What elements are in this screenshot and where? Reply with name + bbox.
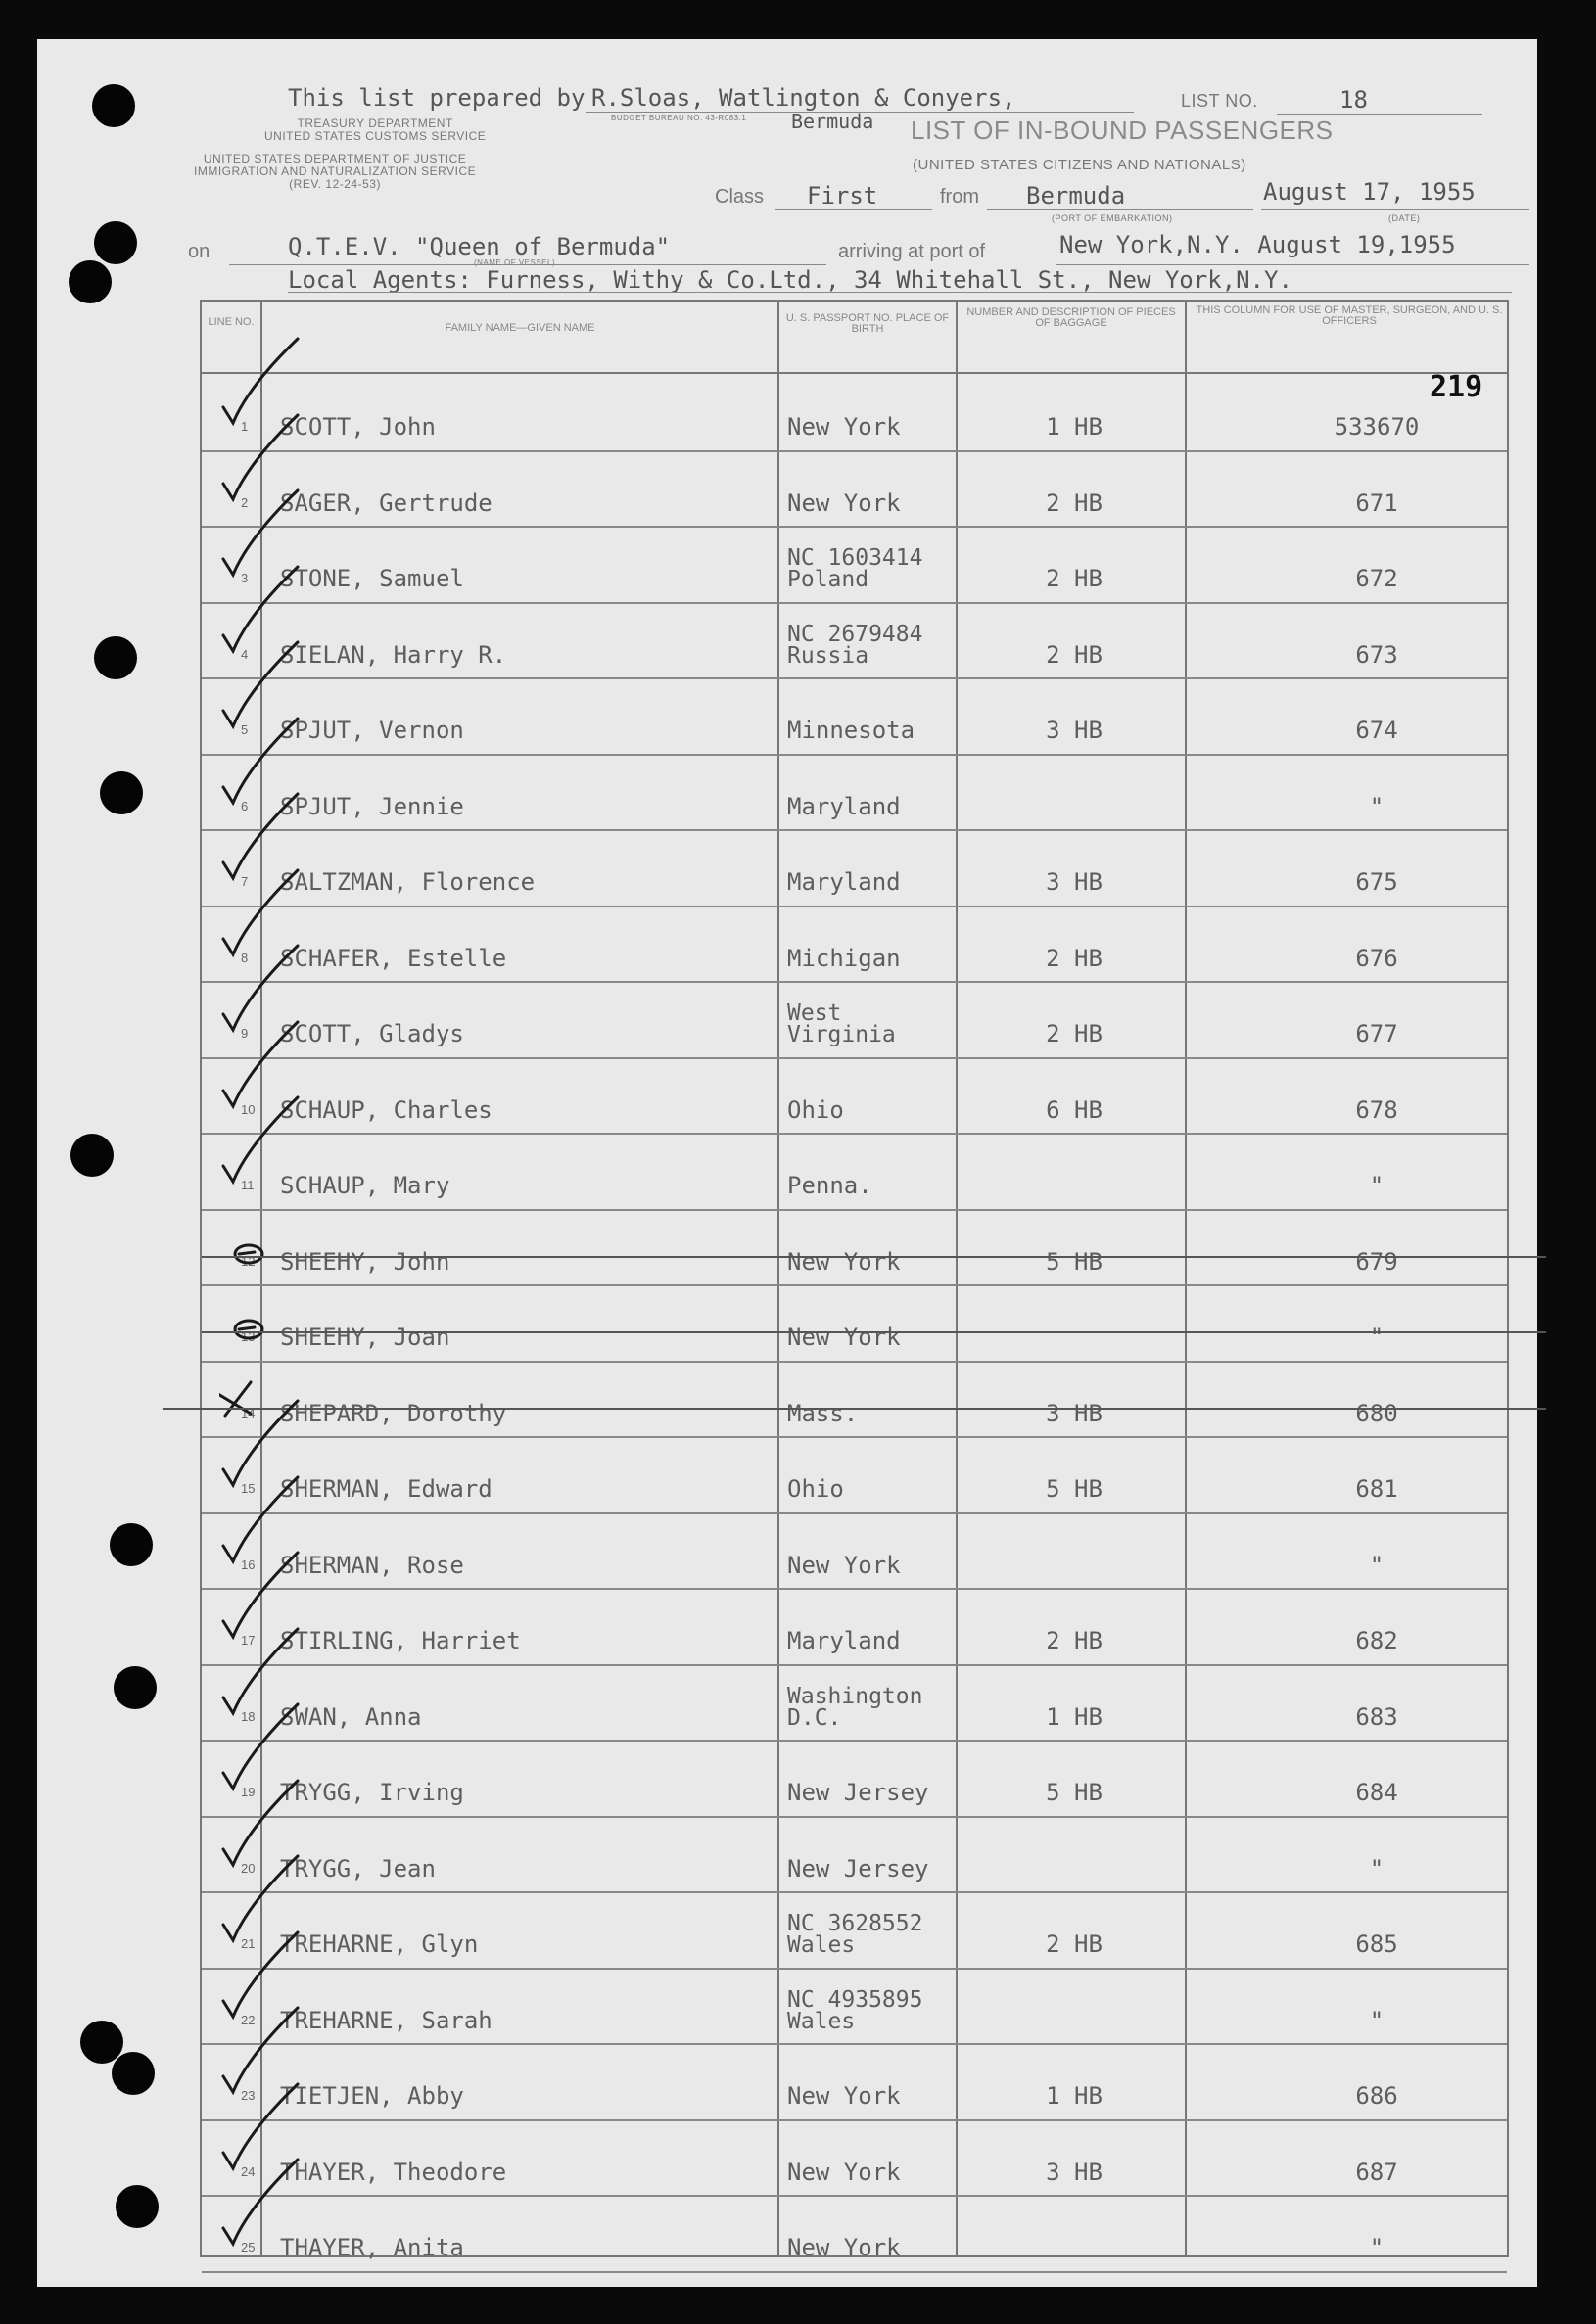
punch-hole <box>110 1523 153 1566</box>
passenger-table <box>200 300 1509 2261</box>
baggage-count: 2 HB <box>1046 565 1103 592</box>
punch-hole <box>100 771 143 814</box>
passenger-name: SCOTT, Gladys <box>280 1020 464 1047</box>
line-number: 11 <box>241 1178 255 1192</box>
official-number: 674 <box>1355 717 1398 744</box>
preparer-name: R.Sloas, Watlington & Conyers, <box>591 84 1016 112</box>
official-number: 682 <box>1355 1627 1398 1654</box>
official-number: " <box>1369 1551 1385 1579</box>
baggage-count: 5 HB <box>1046 1475 1103 1503</box>
line-number: 16 <box>241 1557 256 1572</box>
line-number: 20 <box>241 1860 256 1876</box>
table-row <box>202 1133 1507 1211</box>
birthplace: Maryland <box>787 792 901 820</box>
birthplace: New York <box>787 488 901 517</box>
table-row <box>202 677 1507 756</box>
birthplace-line-2: D.C. <box>787 1704 842 1731</box>
list-date: August 17, 1955 <box>1263 178 1476 206</box>
prepared-by-label: This list prepared by <box>288 84 586 112</box>
col-name: FAMILY NAME—GIVEN NAME <box>445 322 595 334</box>
baggage-count: 2 HB <box>1046 944 1103 972</box>
birthplace: New York <box>787 2158 901 2186</box>
baggage-count: 3 HB <box>1046 717 1103 744</box>
strike-through-line <box>163 1408 1546 1410</box>
official-number: 678 <box>1355 1095 1398 1124</box>
list-no-label: LIST NO. <box>1181 91 1258 111</box>
punch-hole <box>92 84 135 127</box>
official-number: 675 <box>1355 868 1398 896</box>
line-number: 3 <box>241 571 249 585</box>
table-row <box>202 450 1507 529</box>
vessel-caption: (NAME OF VESSEL) <box>474 258 556 267</box>
passenger-name: SCOTT, John <box>280 413 436 441</box>
line-number: 18 <box>241 1708 256 1724</box>
passenger-name: TIETJEN, Abby <box>280 2082 464 2110</box>
official-number: 683 <box>1355 1702 1398 1731</box>
passenger-name: SHERMAN, Edward <box>280 1475 493 1503</box>
line-number: 14 <box>241 1405 256 1420</box>
list-no: 18 <box>1339 86 1368 114</box>
birthplace: New Jersey <box>787 1854 929 1882</box>
line-number: 23 <box>241 2088 256 2103</box>
punch-hole <box>114 1666 157 1709</box>
passenger-name: TRYGG, Irving <box>280 1779 464 1806</box>
passenger-name: STONE, Samuel <box>280 565 464 592</box>
birthplace: Maryland <box>787 868 901 896</box>
doj-block: UNITED STATES DEPARTMENT OF JUSTICE IMMIGRATION AND NATURALIZATION SERVICE (REV. 12-24-53) <box>194 152 477 191</box>
table-row <box>202 1740 1507 1818</box>
on-label: on <box>188 241 211 262</box>
birthplace: New York <box>787 413 901 441</box>
line-number: 25 <box>241 2240 256 2254</box>
baggage-count: 3 HB <box>1046 2158 1103 2186</box>
birthplace: Michigan <box>787 944 901 972</box>
birthplace: Penna. <box>787 1172 872 1199</box>
baggage-count: 5 HB <box>1046 1247 1103 1276</box>
col-official: THIS COLUMN FOR USE OF MASTER, SURGEON, AND U. S. OFFICERS <box>1196 304 1503 327</box>
table-row <box>202 2043 1507 2121</box>
official-number: " <box>1369 792 1385 820</box>
birthplace: New York <box>787 1324 901 1351</box>
class-value: First <box>807 182 878 209</box>
passport-or-birthplace: NC 1603414 <box>787 545 923 571</box>
official-number: 679 <box>1355 1247 1398 1276</box>
table-row <box>202 1891 1507 1970</box>
table-row <box>202 1816 1507 1894</box>
passenger-name: SCHAUP, Charles <box>280 1095 493 1124</box>
passport-or-birthplace: NC 4935895 <box>787 1986 923 2013</box>
birthplace-line-2: Virginia <box>787 1022 896 1047</box>
birthplace-line-2: Poland <box>787 567 869 592</box>
baggage-count: 2 HB <box>1046 1930 1103 1958</box>
preparer-place: Bermuda <box>791 110 874 133</box>
passenger-name: SHERMAN, Rose <box>280 1551 464 1579</box>
arriving-label: arriving at port of <box>838 241 986 262</box>
official-number: 671 <box>1355 488 1398 517</box>
table-row <box>202 829 1507 907</box>
baggage-count: 3 HB <box>1046 868 1103 896</box>
treasury-block: TREASURY DEPARTMENT UNITED STATES CUSTOMS SERVICE <box>264 116 487 143</box>
budget-note: BUDGET BUREAU NO. 43-R083.1 <box>611 114 747 122</box>
birthplace: New York <box>787 2234 901 2261</box>
line-number: 12 <box>241 1253 256 1269</box>
official-number: " <box>1369 1854 1385 1882</box>
passenger-name: THAYER, Anita <box>280 2234 464 2261</box>
table-row <box>202 1512 1507 1591</box>
passenger-name: SWAN, Anna <box>280 1702 422 1731</box>
birthplace-line-2: Wales <box>787 2008 856 2034</box>
baggage-count: 1 HB <box>1046 1702 1103 1731</box>
col-line-no: LINE NO. <box>208 316 255 328</box>
passenger-name: THAYER, Theodore <box>280 2158 507 2186</box>
official-number: 533670 <box>1334 413 1420 441</box>
official-number: 672 <box>1355 565 1398 592</box>
birthplace: Maryland <box>787 1627 901 1654</box>
line-number: 9 <box>241 1026 249 1041</box>
baggage-count: 6 HB <box>1046 1095 1103 1124</box>
arriving-port: New York,N.Y. August 19,1955 <box>1059 231 1456 258</box>
passenger-name: TRYGG, Jean <box>280 1854 436 1882</box>
col-passport: U. S. PASSPORT NO. PLACE OF BIRTH <box>785 312 950 335</box>
birthplace: New Jersey <box>787 1779 929 1806</box>
table-row <box>202 526 1507 604</box>
vessel-name: Q.T.E.V. "Queen of Bermuda" <box>288 233 671 260</box>
official-number: 680 <box>1355 1399 1398 1427</box>
official-number: 686 <box>1355 2082 1398 2110</box>
passport-or-birthplace: West <box>787 1000 842 1026</box>
punch-hole <box>112 2052 155 2095</box>
baggage-count: 3 HB <box>1046 1399 1103 1427</box>
table-row <box>202 2119 1507 2198</box>
line-number: 5 <box>241 722 249 737</box>
table-row <box>202 1664 1507 1743</box>
table-row <box>202 1284 1507 1363</box>
punch-hole <box>69 260 112 303</box>
baggage-count: 2 HB <box>1046 1020 1103 1047</box>
line-number: 17 <box>241 1633 256 1648</box>
punch-hole <box>94 636 137 679</box>
baggage-count: 1 HB <box>1046 2082 1103 2110</box>
baggage-count: 2 HB <box>1046 1627 1103 1654</box>
line-number: 2 <box>241 494 249 510</box>
table-row <box>202 1436 1507 1514</box>
passport-or-birthplace: NC 2679484 <box>787 621 923 647</box>
table-row <box>202 1209 1507 1287</box>
line-number: 4 <box>241 646 249 662</box>
line-number: 19 <box>241 1785 256 1799</box>
form-subtitle: (UNITED STATES CITIZENS AND NATIONALS) <box>913 157 1246 173</box>
col-baggage: NUMBER AND DESCRIPTION OF PIECES OF BAGGAGE <box>966 306 1176 329</box>
port-caption: (PORT OF EMBARKATION) <box>1052 213 1173 223</box>
official-number: 685 <box>1355 1930 1398 1958</box>
table-row <box>202 1057 1507 1136</box>
line-number: 15 <box>241 1481 256 1496</box>
date-caption: (DATE) <box>1388 213 1421 223</box>
official-number: 676 <box>1355 944 1398 972</box>
table-row <box>202 374 1507 452</box>
official-number: 687 <box>1355 2158 1398 2186</box>
punch-hole <box>70 1134 114 1177</box>
line-number: 8 <box>241 950 249 965</box>
passenger-name: SIELAN, Harry R. <box>280 640 507 669</box>
official-number: " <box>1369 1324 1385 1351</box>
manifest-page <box>37 39 1537 2287</box>
local-agents: Local Agents: Furness, Withy & Co.Ltd., 34 Whitehall St., New York,N.Y. <box>288 266 1292 294</box>
line-number: 22 <box>241 2012 256 2027</box>
passport-or-birthplace: NC 3628552 <box>787 1911 923 1936</box>
passenger-name: SPJUT, Vernon <box>280 717 464 744</box>
line-number: 24 <box>241 2163 256 2179</box>
baggage-count: 2 HB <box>1046 488 1103 517</box>
official-number: 681 <box>1355 1475 1398 1503</box>
birthplace: Ohio <box>787 1095 844 1124</box>
birthplace-line-2: Wales <box>787 1932 856 1958</box>
birthplace: Mass. <box>787 1399 859 1427</box>
strike-through-line <box>202 1256 1546 1258</box>
check-mark-icon <box>219 2148 317 2255</box>
official-number: " <box>1369 2234 1385 2261</box>
line-number: 6 <box>241 798 249 813</box>
official-number: 684 <box>1355 1779 1398 1806</box>
punch-hole <box>80 2021 123 2064</box>
official-number: " <box>1369 1172 1385 1199</box>
baggage-count: 2 HB <box>1046 640 1103 669</box>
class-label: Class <box>715 186 765 208</box>
passenger-name: TREHARNE, Sarah <box>280 2006 493 2034</box>
passenger-name: SALTZMAN, Florence <box>280 868 536 896</box>
birthplace: New York <box>787 1551 901 1579</box>
official-number: 677 <box>1355 1020 1398 1047</box>
table-row <box>202 981 1507 1059</box>
passenger-name: SCHAUP, Mary <box>280 1172 450 1199</box>
passenger-name: TREHARNE, Glyn <box>280 1930 479 1958</box>
from-label: from <box>940 186 979 208</box>
passport-or-birthplace: Washington <box>787 1683 923 1709</box>
passenger-name: SCHAFER, Estelle <box>280 944 507 972</box>
birthplace: Minnesota <box>787 717 915 744</box>
line-number: 7 <box>241 874 249 889</box>
passenger-name: STIRLING, Harriet <box>280 1627 521 1654</box>
official-number: 673 <box>1355 640 1398 669</box>
punch-hole <box>94 221 137 264</box>
table-row <box>202 754 1507 832</box>
table-row <box>202 1361 1507 1439</box>
passenger-name: SHEPARD, Dorothy <box>280 1399 507 1427</box>
line-number: 21 <box>241 1936 256 1951</box>
line-number: 10 <box>241 1101 256 1117</box>
table-row <box>202 1968 1507 2046</box>
baggage-count: 5 HB <box>1046 1779 1103 1806</box>
birthplace-line-2: Russia <box>787 642 869 669</box>
baggage-count: 1 HB <box>1046 413 1103 441</box>
birthplace: New York <box>787 2082 901 2110</box>
passenger-name: SHEEHY, Joan <box>280 1324 450 1351</box>
strike-through-line <box>202 1331 1546 1333</box>
line-number: 13 <box>241 1329 256 1344</box>
table-row <box>202 2195 1507 2273</box>
passenger-name: SPJUT, Jennie <box>280 792 464 820</box>
birthplace: New York <box>787 1247 901 1276</box>
passenger-name: SHEEHY, John <box>280 1247 450 1276</box>
punch-hole <box>116 2185 159 2228</box>
table-row <box>202 1588 1507 1666</box>
birthplace: Ohio <box>787 1475 844 1503</box>
line-number: 1 <box>241 419 249 434</box>
table-row <box>202 906 1507 984</box>
from-value: Bermuda <box>1026 182 1126 209</box>
passenger-name: SAGER, Gertrude <box>280 488 493 517</box>
table-row <box>202 602 1507 680</box>
form-title: LIST OF IN-BOUND PASSENGERS <box>911 116 1334 145</box>
official-number: " <box>1369 2006 1385 2034</box>
page-stamp: 219 <box>1430 370 1483 404</box>
